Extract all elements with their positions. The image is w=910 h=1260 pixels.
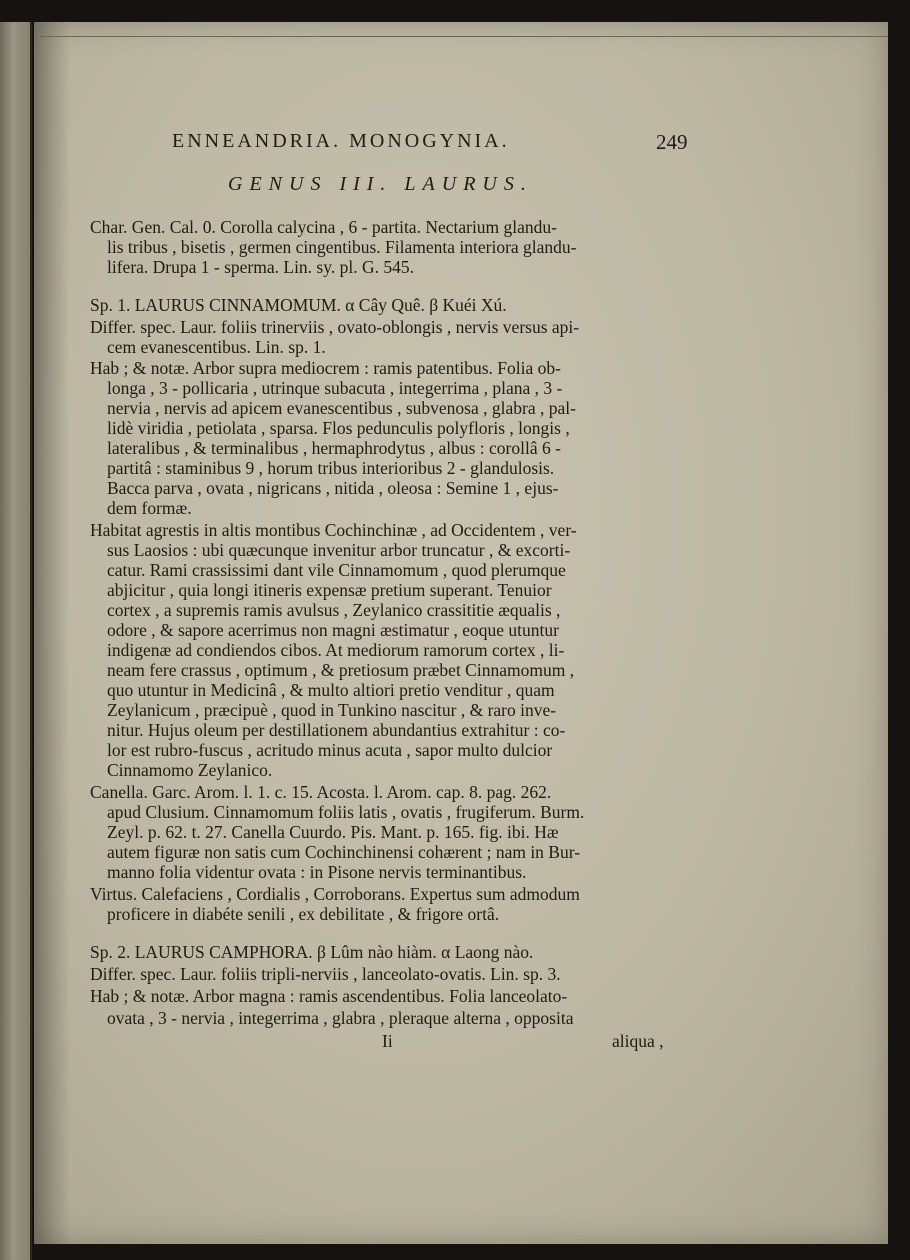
text-line: apud Clusium. Cinnamomum foliis latis , ovatis , frugiferum. Burm. <box>107 802 585 822</box>
text-line: cem evanescentibus. Lin. sp. 1. <box>107 337 326 357</box>
text-line: Hab ; & notæ. Arbor supra mediocrem : ramis patentibus. Folia ob- <box>90 358 561 378</box>
species-heading: Sp. 2. LAURUS CAMPHORA. β Lûm nào hiàm. α Laong nào. <box>90 942 534 962</box>
text-line: lateralibus , & terminalibus , hermaphrodytus , albus : corollâ 6 - <box>107 438 561 458</box>
text-line: catur. Rami crassissimi dant vile Cinnamomum , quod plerumque <box>107 560 566 580</box>
text-line: Cinnamomo Zeylanico. <box>107 760 273 780</box>
text-line: odore , & sapore acerrimus non magni æstimatur , eoque utuntur <box>107 620 559 640</box>
text-line: neam fere crassus , optimum , & pretiosum præbet Cinnamomum , <box>107 660 575 680</box>
text-line: manno folia videntur ovata : in Pisone nervis terminantibus. <box>107 862 527 882</box>
text-line: autem figuræ non satis cum Cochinchinensi cohærent ; nam in Bur- <box>107 842 581 862</box>
text-line: Zeylanicum , præcipuè , quod in Tunkino nascitur , & raro inve- <box>107 700 557 720</box>
spine-shadow <box>34 22 70 1244</box>
facing-page-edge <box>0 22 32 1260</box>
text-line: sus Laosios : ubi quæcunque invenitur arbor truncatur , & excorti- <box>107 540 571 560</box>
text-line: ovata , 3 - nervia , integerrima , glabra , pleraque alterna , opposita <box>107 1008 574 1028</box>
text-line: nervia , nervis ad apicem evanescentibus , subvenosa , glabra , pal- <box>107 398 576 418</box>
text-line: proficere in diabéte senili , ex debilitate , & frigore ortâ. <box>107 904 500 924</box>
text-line: dem formæ. <box>107 498 192 518</box>
text-line: lis tribus , bisetis , germen cingentibus. Filamenta interiora glandu- <box>107 237 577 257</box>
running-head: ENNEANDRIA. MONOGYNIA. <box>172 130 510 152</box>
text-line: Bacca parva , ovata , nigricans , nitida , oleosa : Semine 1 , ejus- <box>107 478 559 498</box>
text-line: nitur. Hujus oleum per destillationem abundantius extrahitur : co- <box>107 720 566 740</box>
text-line: Char. Gen. Cal. 0. Corolla calycina , 6 - partita. Nectarium glandu- <box>90 217 558 237</box>
signature-mark: Ii <box>382 1031 393 1051</box>
text-line: lidè viridia , petiolata , sparsa. Flos pedunculis polyfloris , longis , <box>107 418 570 438</box>
genus-title: GENUS III. LAURUS. <box>228 173 533 195</box>
text-line: lor est rubro-fuscus , acritudo minus acuta , sapor multo dulcior <box>107 740 553 760</box>
text-line: Hab ; & notæ. Arbor magna : ramis ascendentibus. Folia lanceolato- <box>90 986 568 1006</box>
text-line: Differ. spec. Laur. foliis trinerviis , ovato-oblongis , nervis versus api- <box>90 317 580 337</box>
text-line: abjicitur , quia longi itineris expensæ pretium superant. Tenuior <box>107 580 552 600</box>
text-line: cortex , a supremis ramis avulsus , Zeylanico crassititie æqualis , <box>107 600 561 620</box>
text-line: Habitat agrestis in altis montibus Cochinchinæ , ad Occidentem , ver- <box>90 520 577 540</box>
catchword: aliqua , <box>612 1031 664 1051</box>
text-line: quo utuntur in Medicinâ , & multo altiori pretio venditur , quam <box>107 680 555 700</box>
text-line: indigenæ ad condiendos cibos. At mediorum ramorum cortex , li- <box>107 640 565 660</box>
text-line: Canella. Garc. Arom. l. 1. c. 15. Acosta. l. Arom. cap. 8. pag. 262. <box>90 782 552 802</box>
text-line: Differ. spec. Laur. foliis tripli-nerviis , lanceolato-ovatis. Lin. sp. 3. <box>90 964 561 984</box>
species-heading: Sp. 1. LAURUS CINNAMOMUM. α Cây Quê. β Kuéi Xú. <box>90 295 507 315</box>
page-number: 249 <box>656 130 688 154</box>
text-line: lifera. Drupa 1 - sperma. Lin. sy. pl. G. 545. <box>107 257 414 277</box>
text-line: Zeyl. p. 62. t. 27. Canella Cuurdo. Pis. Mant. p. 165. fig. ibi. Hæ <box>107 822 559 842</box>
text-line: partitâ : staminibus 9 , horum tribus interioribus 2 - glandulosis. <box>107 458 555 478</box>
text-line: longa , 3 - pollicaria , utrinque subacuta , integerrima , plana , 3 - <box>107 378 563 398</box>
text-line: Virtus. Calefaciens , Cordialis , Corroborans. Expertus sum admodum <box>90 884 580 904</box>
top-rule <box>40 36 888 37</box>
